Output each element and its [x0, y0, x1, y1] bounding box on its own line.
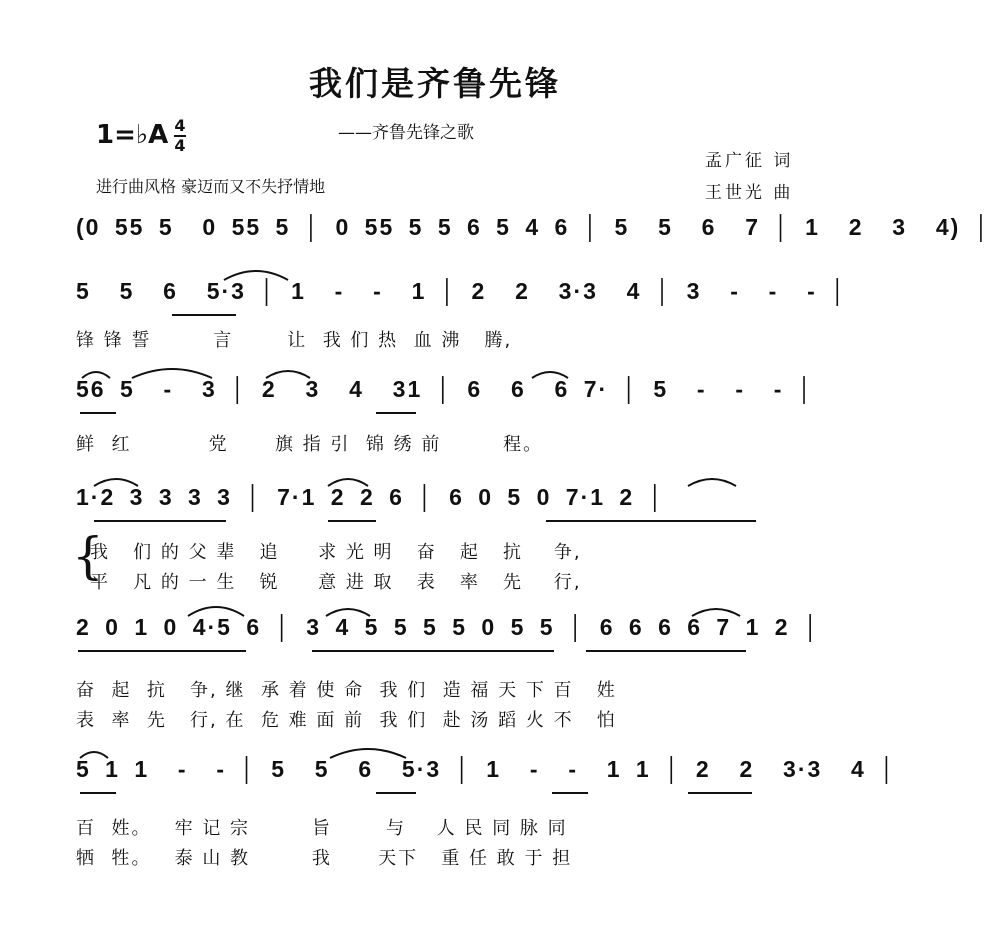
- notes-text: 2 0 1 0 4·5 6 │ 3 4 5 5 5 5 0 5 5 │ 6 6 6 6 7 1 2 │: [76, 614, 821, 640]
- lyric-line-2: 牺 牲。 泰 山 教 我 天下 重 任 敢 于 担: [76, 848, 573, 869]
- score-row-3: [72, 470, 811, 600]
- time-signature-bottom: 4: [174, 136, 186, 155]
- lyricist-credit: 孟广征 词: [705, 151, 794, 171]
- composer-credit: 王世光 曲: [705, 183, 794, 203]
- performance-style: 进行曲风格 豪迈而又不失抒情地: [96, 177, 326, 196]
- notes-line: [76, 470, 811, 530]
- song-title: 我们是齐鲁先锋: [309, 64, 561, 103]
- time-signature-top: 4: [174, 116, 186, 135]
- notes-text: (0 55 5 0 55 5 │ 0 55 5 5 6 5 4 6 │ 5 5 6 7 │ 1 2 3 4) │: [76, 214, 991, 240]
- lyric-line-1: 百 姓。 牢 记 宗 旨 与 人 民 同 脉 同: [76, 818, 568, 839]
- notes-text: 1·2 3 3 3 3 │ 7·1 2 2 6 │ 6 0 5 0 7·1 2 │: [76, 484, 665, 510]
- lyric-line-2: 表 率 先 行, 在 危 难 面 前 我 们 赴 汤 蹈 火 不 怕: [76, 710, 617, 731]
- score-row-intro: [76, 200, 991, 260]
- verse-brace: {: [72, 527, 104, 585]
- notes-line: [76, 742, 897, 802]
- notes-line: [76, 264, 848, 324]
- notes-text: 56 5 - 3 │ 2 3 4 31 │ 6 6 6 7· │ 5 - - - │: [76, 376, 815, 402]
- time-signature: [174, 117, 186, 155]
- lyric-line-1: 鲜 红 党 旗 指 引 锦 绣 前 程。: [76, 434, 544, 455]
- score-row-5: [76, 742, 897, 882]
- score-row-1: [76, 264, 848, 364]
- score-row-2: [76, 362, 815, 462]
- lyric-line-1: 锋 锋 誓 言 让 我 们 热 血 沸 腾,: [76, 330, 513, 351]
- score-row-4: [76, 600, 821, 740]
- notes-line: [76, 362, 815, 422]
- lyric-line-1: 我 们 的 父 辈 追 求 光 明 奋 起 抗 争,: [90, 542, 582, 563]
- song-subtitle: ——齐鲁先锋之歌: [338, 123, 474, 143]
- notes-text: 5 5 6 5·3 │ 1 - - 1 │ 2 2 3·3 4 │ 3 - - - │: [76, 278, 848, 304]
- notes-line: [76, 200, 991, 260]
- key-signature: 1=♭A: [96, 120, 169, 150]
- notes-line: [76, 600, 821, 660]
- lyric-line-2: 平 凡 的 一 生 锐 意 进 取 表 率 先 行,: [90, 572, 582, 593]
- lyric-line-1: 奋 起 抗 争, 继 承 着 使 命 我 们 造 福 天 下 百 姓: [76, 680, 617, 701]
- notes-text: 5 1 1 - - │ 5 5 6 5·3 │ 1 - - 1 1 │ 2 2 3·3 4 │: [76, 756, 897, 782]
